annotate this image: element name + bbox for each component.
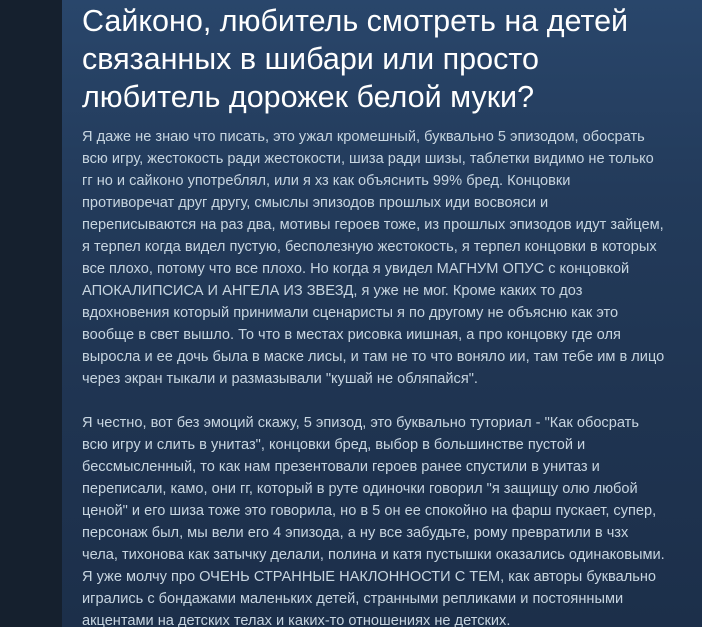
review-paragraph: Я даже не знаю что писать, это ужал кромешный, буквально 5 эпизодом, обосрать всю игру, жестокость ради жестокости, шиза ради шизы, таблетки видимо не только гг но и сайконо употреблял, или я хз как объяснить 99% бред. Концовки противоречат друг другу, смыслы эпизодов прошлых иди восвояси и переписываются на раз два, мотивы героев тоже, из прошлых эпизодов идут зайцем, я терпел когда видел пустую, бесполезную жестокость, я терпел концовки в которых все плохо, потому что все плохо. Но когда я увидел МАГНУМ ОПУС с концовкой АПОКАЛИПСИСА И АНГЕЛА ИЗ ЗВЕЗД, я уже не мог. Кроме каких то доз вдохновения который принимали сценаристы я по другому не объясню как это вообще в свет вышло. То что в местах рисовка иишная, а про концовку где оля выросла и ее дочь была в маске лисы, и там не то что воняло ии, там тебе им в лицо через экран тыкали и размазывали "кушай не обляпайся". — [82, 129, 665, 387]
review-title: Сайконо, любитель смотреть на детей связанных в шибари или просто любитель дорожек белой муки? — [82, 4, 629, 114]
review-paragraph: Я честно, вот без эмоций скажу, 5 эпизод, это буквально туториал - "Как обосрать всю игру и слить в унитаз", концовки бред, выбор в большинстве пустой и бессмысленный, то как нам презентовали героев ранее спустили в унитаз и переписали, камо, они гг, который в руте одиночки говорил "я защищу олю любой ценой" и его шиза тоже это говорила, но в 5 он ее спокойно на фарш пускает, супер, персонаж был, мы вели его 4 эпизода, а ну все забудьте, рому превратили в чзх чела, тихонова как затычку делали, полина и катя пустышки оказались одинаковыми. Я уже молчу про ОЧЕНЬ СТРАННЫЕ НАКЛОННОСТИ С ТЕМ, как авторы буквально игрались с бондажами маленьких детей, странными репликами и постоянными акцентами на детских телах и каких-то отношениях не детских. — [82, 415, 665, 627]
review-body — [82, 126, 694, 627]
